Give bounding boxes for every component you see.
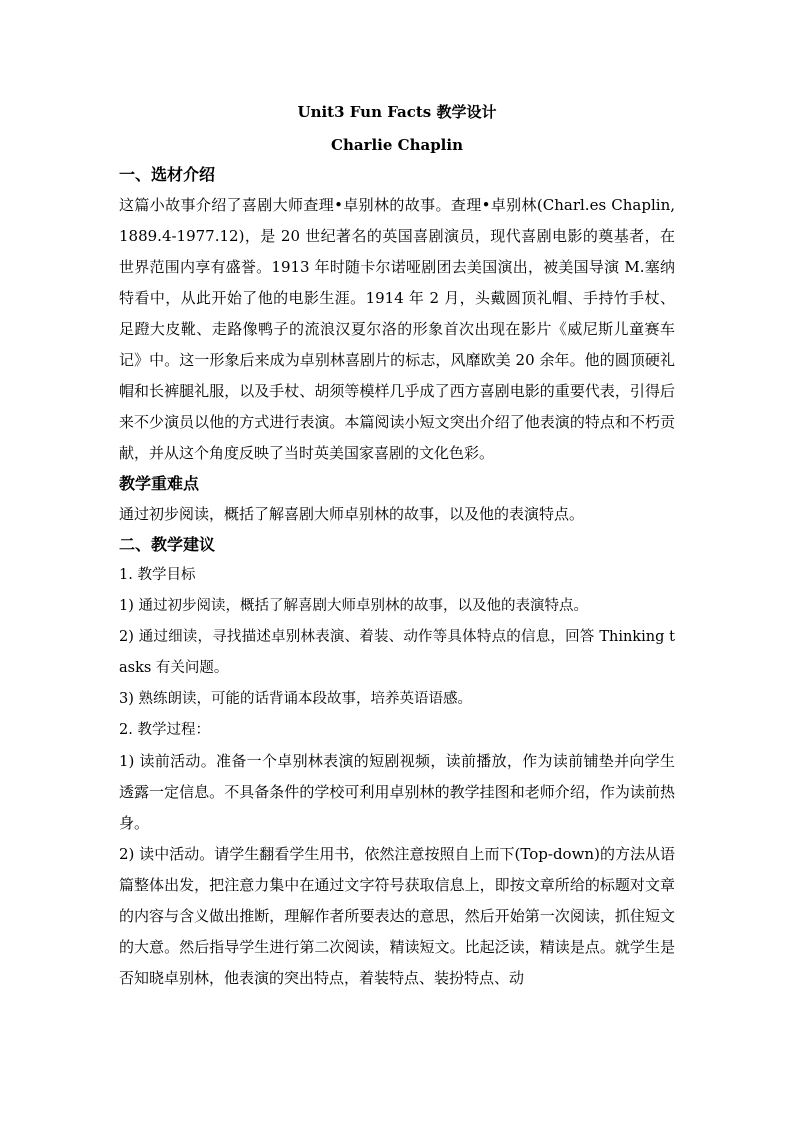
list-item-goal-1: 1) 通过初步阅读，概括了解喜剧大师卓别林的故事，以及他的表演特点。 <box>119 598 588 614</box>
section-heading-key-points: 教学重难点 <box>119 474 200 493</box>
list-item-goal-3: 3) 熟练朗读，可能的话背诵本段故事，培养英语语感。 <box>119 691 472 707</box>
document-subtitle: Charlie Chaplin <box>331 136 463 154</box>
document-title: Unit3 Fun Facts 教学设计 <box>297 103 497 121</box>
list-item-process-2: 2) 读中活动。请学生翻看学生用书，依然注意按照自上而下(Top-down)的方法从语篇整体出发，把注意力集中在通过文字符号获取信息上，即按文章所给的标题对文章的内容与含义做出推断，理解作者所要表达的意思，然后开始第一次阅读，抓住短文的大意。然后指导学生进行第二次阅读，精读短文。比起泛读，精读是点。就学生是否知晓卓别林，他表演的突出特点，着装特点、装扮特点、动 <box>119 845 675 987</box>
paragraph-material-intro: 这篇小故事介绍了喜剧大师查理•卓别林的故事。查理•卓别林(Charl.es Chaplin, 1889.4-1977.12)，是 20 世纪著名的英国喜剧演员，现代喜剧电影的奠基者，在世界范围内享有盛誉。1913 年时随卡尔诺哑剧团去美国演出，被美国导演 M.塞纳特看中，从此开始了他的电影生涯。1914 年 2 月，头戴圆顶礼帽、手持竹手杖、足蹬大皮靴、走路像鸭子的流浪汉夏尔洛的形象首次出现在影片《威尼斯儿童赛车记》中。这一形象后来成为卓别林喜剧片的标志，风靡欧美 20 余年。他的圆顶硬礼帽和长裤腿礼服，以及手杖、胡须等模样几乎成了西方喜剧电影的重要代表，引得后来不少演员以他的方式进行表演。本篇阅读小短文突出介绍了他表演的特点和不朽贡献，并从这个角度反映了当时英美国家喜剧的文化色彩。 <box>119 196 675 462</box>
section-heading-teaching-suggestions: 二、教学建议 <box>119 535 216 554</box>
document-body <box>119 98 675 994</box>
list-item-goal-2: 2) 通过细读，寻找描述卓别林表演、着装、动作等具体特点的信息，回答 Thinking tasks 有关问题。 <box>119 629 675 676</box>
paragraph-key-points: 通过初步阅读，概括了解喜剧大师卓别林的故事，以及他的表演特点。 <box>119 505 585 523</box>
list-item-teaching-goals: 1. 教学目标 <box>119 567 196 583</box>
list-item-teaching-process: 2. 教学过程： <box>119 722 210 738</box>
list-item-process-1: 1) 读前活动。准备一个卓别林表演的短剧视频，读前播放，作为读前铺垫并向学生透露一定信息。不具备条件的学校可利用卓别林的教学挂图和老师介绍，作为读前热身。 <box>119 752 675 832</box>
section-heading-material: 一、选材介绍 <box>119 165 216 184</box>
